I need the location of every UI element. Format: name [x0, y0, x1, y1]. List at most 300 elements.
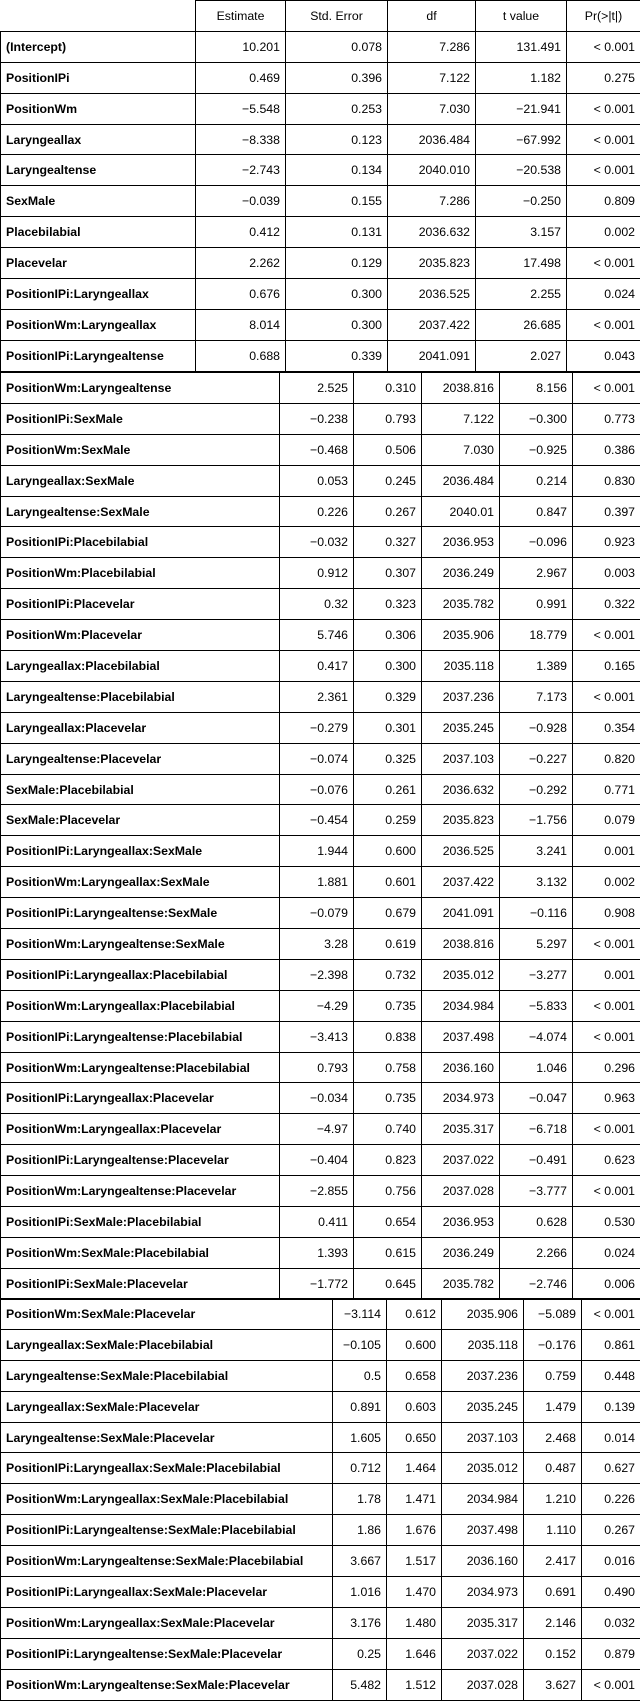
df-cell: 2036.484: [422, 465, 500, 496]
term-cell: PositionIPi:Laryngealtense:SexMale: [1, 898, 280, 929]
df-cell: 2036.525: [388, 279, 476, 310]
std-error-cell: 0.823: [354, 1145, 422, 1176]
t-value-cell: −20.538: [476, 155, 567, 186]
std-error-cell: 0.650: [387, 1422, 442, 1453]
p-value-cell: < 0.001: [567, 248, 640, 279]
term-cell: PositionIPi:Laryngeallax:SexMale:Placebilabial: [1, 1453, 333, 1484]
t-value-cell: 1.389: [500, 651, 573, 682]
p-value-cell: 0.820: [573, 743, 640, 774]
term-cell: SexMale:Placevelar: [1, 805, 280, 836]
term-cell: PositionWm:SexMale:Placebilabial: [1, 1237, 280, 1268]
p-value-cell: 0.016: [582, 1546, 640, 1577]
term-cell: (Intercept): [1, 31, 196, 62]
t-value-cell: 3.627: [524, 1669, 582, 1700]
df-cell: 2035.782: [422, 1268, 500, 1299]
table-row: [1, 1607, 640, 1638]
std-error-cell: 0.600: [387, 1329, 442, 1360]
estimate-cell: 3.667: [333, 1546, 387, 1577]
std-error-cell: 1.512: [387, 1669, 442, 1700]
estimate-cell: 0.5: [333, 1360, 387, 1391]
p-value-cell: < 0.001: [567, 155, 640, 186]
header-p-value: Pr(>|t|): [567, 1, 640, 32]
std-error-cell: 0.327: [354, 527, 422, 558]
term-cell: PositionIPi:SexMale:Placebilabial: [1, 1207, 280, 1238]
t-value-cell: 1.210: [524, 1484, 582, 1515]
p-value-cell: < 0.001: [573, 1176, 640, 1207]
p-value-cell: 0.386: [573, 434, 640, 465]
table-row: [1, 279, 640, 310]
table-row: [1, 1237, 640, 1268]
p-value-cell: 0.043: [567, 340, 640, 371]
df-cell: 2038.816: [422, 373, 500, 404]
term-cell: PositionIPi:Laryngealtense:SexMale:Placevelar: [1, 1638, 333, 1669]
df-cell: 2036.632: [422, 774, 500, 805]
term-cell: Laryngeallax: [1, 124, 196, 155]
term-cell: Laryngealtense:SexMale:Placebilabial: [1, 1360, 333, 1391]
table-row: [1, 1577, 640, 1608]
p-value-cell: 0.627: [582, 1453, 640, 1484]
df-cell: 2036.249: [422, 558, 500, 589]
estimate-cell: −3.413: [280, 1021, 354, 1052]
t-value-cell: 1.182: [476, 62, 567, 93]
estimate-cell: −2.743: [196, 155, 286, 186]
df-cell: 7.030: [422, 434, 500, 465]
table-row: [1, 712, 640, 743]
t-value-cell: −21.941: [476, 93, 567, 124]
estimate-cell: −0.079: [280, 898, 354, 929]
p-value-cell: 0.002: [567, 217, 640, 248]
term-cell: PositionWm:Laryngealtense: [1, 373, 280, 404]
table-row: [1, 1176, 640, 1207]
df-cell: 2041.091: [388, 340, 476, 371]
table-row: [1, 1484, 640, 1515]
term-cell: PositionWm:Laryngealtense:Placevelar: [1, 1176, 280, 1207]
p-value-cell: 0.275: [567, 62, 640, 93]
t-value-cell: −0.925: [500, 434, 573, 465]
table-row: [1, 1638, 640, 1669]
df-cell: 2035.012: [442, 1453, 524, 1484]
table-row: [1, 681, 640, 712]
t-value-cell: −1.756: [500, 805, 573, 836]
p-value-cell: < 0.001: [567, 31, 640, 62]
std-error-cell: 0.329: [354, 681, 422, 712]
p-value-cell: 0.024: [573, 1237, 640, 1268]
std-error-cell: 0.245: [354, 465, 422, 496]
term-cell: Laryngealtense:Placevelar: [1, 743, 280, 774]
header-t-value: t value: [476, 1, 567, 32]
std-error-cell: 0.679: [354, 898, 422, 929]
estimate-cell: 0.32: [280, 589, 354, 620]
df-cell: 2037.236: [422, 681, 500, 712]
p-value-cell: < 0.001: [573, 990, 640, 1021]
estimate-cell: 0.053: [280, 465, 354, 496]
t-value-cell: 0.214: [500, 465, 573, 496]
estimate-cell: 0.469: [196, 62, 286, 93]
df-cell: 2037.028: [442, 1669, 524, 1700]
table-row: [1, 1360, 640, 1391]
estimate-cell: 1.78: [333, 1484, 387, 1515]
df-cell: 2034.973: [442, 1577, 524, 1608]
p-value-cell: 0.397: [573, 496, 640, 527]
p-value-cell: 0.001: [573, 959, 640, 990]
table-row: [1, 1515, 640, 1546]
table-row: [1, 62, 640, 93]
term-cell: Laryngeallax:SexMale: [1, 465, 280, 496]
term-cell: PositionIPi:Laryngeallax: [1, 279, 196, 310]
estimate-cell: 1.393: [280, 1237, 354, 1268]
estimate-cell: 8.014: [196, 309, 286, 340]
t-value-cell: 8.156: [500, 373, 573, 404]
table-row: [1, 31, 640, 62]
t-value-cell: −5.833: [500, 990, 573, 1021]
table-row: [1, 620, 640, 651]
term-cell: PositionWm: [1, 93, 196, 124]
std-error-cell: 0.267: [354, 496, 422, 527]
table-row: [1, 248, 640, 279]
std-error-cell: 0.155: [286, 186, 388, 217]
p-value-cell: 0.267: [582, 1515, 640, 1546]
term-cell: PositionWm:Laryngeallax: [1, 309, 196, 340]
df-cell: 2035.823: [388, 248, 476, 279]
t-value-cell: −6.718: [500, 1114, 573, 1145]
estimate-cell: 0.793: [280, 1052, 354, 1083]
term-cell: Placebilabial: [1, 217, 196, 248]
table-row: [1, 93, 640, 124]
std-error-cell: 0.323: [354, 589, 422, 620]
term-cell: Laryngeallax:Placevelar: [1, 712, 280, 743]
p-value-cell: < 0.001: [573, 929, 640, 960]
t-value-cell: −5.089: [524, 1299, 582, 1330]
t-value-cell: 0.691: [524, 1577, 582, 1608]
t-value-cell: −0.176: [524, 1329, 582, 1360]
estimate-cell: −5.548: [196, 93, 286, 124]
std-error-cell: 0.658: [387, 1360, 442, 1391]
estimate-cell: 2.361: [280, 681, 354, 712]
estimate-cell: 0.417: [280, 651, 354, 682]
t-value-cell: −4.074: [500, 1021, 573, 1052]
std-error-cell: 0.615: [354, 1237, 422, 1268]
estimate-cell: −0.404: [280, 1145, 354, 1176]
df-cell: 2036.953: [422, 1207, 500, 1238]
std-error-cell: 0.261: [354, 774, 422, 805]
term-cell: PositionIPi:Laryngeallax:Placevelar: [1, 1083, 280, 1114]
df-cell: 2035.118: [442, 1329, 524, 1360]
t-value-cell: −0.047: [500, 1083, 573, 1114]
std-error-cell: 0.838: [354, 1021, 422, 1052]
term-cell: PositionIPi:Laryngealtense:Placebilabial: [1, 1021, 280, 1052]
std-error-cell: 0.735: [354, 1083, 422, 1114]
p-value-cell: 0.490: [582, 1577, 640, 1608]
t-value-cell: −3.277: [500, 959, 573, 990]
std-error-cell: 0.339: [286, 340, 388, 371]
table-row: [1, 1021, 640, 1052]
term-cell: PositionWm:Laryngealtense:SexMale:Placebilabial: [1, 1546, 333, 1577]
p-value-cell: 0.322: [573, 589, 640, 620]
t-value-cell: −0.096: [500, 527, 573, 558]
t-value-cell: 0.847: [500, 496, 573, 527]
p-value-cell: < 0.001: [573, 1021, 640, 1052]
term-cell: Laryngealtense:SexMale: [1, 496, 280, 527]
df-cell: 2036.160: [442, 1546, 524, 1577]
term-cell: PositionIPi:Laryngealtense:Placevelar: [1, 1145, 280, 1176]
std-error-cell: 0.735: [354, 990, 422, 1021]
df-cell: 2036.632: [388, 217, 476, 248]
t-value-cell: 2.255: [476, 279, 567, 310]
std-error-cell: 0.253: [286, 93, 388, 124]
p-value-cell: < 0.001: [567, 124, 640, 155]
p-value-cell: 0.809: [567, 186, 640, 217]
std-error-cell: 0.740: [354, 1114, 422, 1145]
t-value-cell: 1.479: [524, 1391, 582, 1422]
p-value-cell: < 0.001: [573, 620, 640, 651]
estimate-cell: 1.881: [280, 867, 354, 898]
df-cell: 2037.022: [422, 1145, 500, 1176]
df-cell: 7.286: [388, 186, 476, 217]
table-row: [1, 1329, 640, 1360]
t-value-cell: 3.132: [500, 867, 573, 898]
t-value-cell: 0.628: [500, 1207, 573, 1238]
table-row: [1, 1052, 640, 1083]
header-std-error: Std. Error: [286, 1, 388, 32]
df-cell: 2037.236: [442, 1360, 524, 1391]
std-error-cell: 0.619: [354, 929, 422, 960]
df-cell: 2035.317: [442, 1607, 524, 1638]
term-cell: PositionWm:Placevelar: [1, 620, 280, 651]
header-df: df: [388, 1, 476, 32]
df-cell: 2035.012: [422, 959, 500, 990]
t-value-cell: 2.967: [500, 558, 573, 589]
t-value-cell: 3.157: [476, 217, 567, 248]
std-error-cell: 1.471: [387, 1484, 442, 1515]
t-value-cell: 7.173: [500, 681, 573, 712]
term-cell: PositionIPi:Placebilabial: [1, 527, 280, 558]
estimate-cell: 0.712: [333, 1453, 387, 1484]
df-cell: 7.030: [388, 93, 476, 124]
estimate-cell: 0.411: [280, 1207, 354, 1238]
table-row: [1, 124, 640, 155]
term-cell: Laryngeallax:Placebilabial: [1, 651, 280, 682]
t-value-cell: 0.991: [500, 589, 573, 620]
p-value-cell: < 0.001: [573, 373, 640, 404]
estimate-cell: 10.201: [196, 31, 286, 62]
p-value-cell: 0.623: [573, 1145, 640, 1176]
estimate-cell: 5.746: [280, 620, 354, 651]
std-error-cell: 0.259: [354, 805, 422, 836]
term-cell: SexMale: [1, 186, 196, 217]
table-row: [1, 217, 640, 248]
term-cell: PositionWm:Laryngeallax:SexMale:Placevelar: [1, 1607, 333, 1638]
term-cell: Laryngeallax:SexMale:Placevelar: [1, 1391, 333, 1422]
std-error-cell: 0.654: [354, 1207, 422, 1238]
std-error-cell: 0.129: [286, 248, 388, 279]
table-row: [1, 1669, 640, 1700]
p-value-cell: 0.024: [567, 279, 640, 310]
std-error-cell: 1.480: [387, 1607, 442, 1638]
p-value-cell: 0.963: [573, 1083, 640, 1114]
estimate-cell: 3.176: [333, 1607, 387, 1638]
p-value-cell: < 0.001: [567, 93, 640, 124]
estimate-cell: 0.412: [196, 217, 286, 248]
t-value-cell: 0.152: [524, 1638, 582, 1669]
t-value-cell: 17.498: [476, 248, 567, 279]
p-value-cell: 0.861: [582, 1329, 640, 1360]
estimate-cell: −1.772: [280, 1268, 354, 1299]
term-cell: Laryngealtense: [1, 155, 196, 186]
estimate-cell: −2.398: [280, 959, 354, 990]
table-row: [1, 1083, 640, 1114]
table-row: [1, 836, 640, 867]
table-row: [1, 1145, 640, 1176]
p-value-cell: < 0.001: [567, 309, 640, 340]
term-cell: Laryngealtense:SexMale:Placevelar: [1, 1422, 333, 1453]
term-cell: PositionWm:SexMale:Placevelar: [1, 1299, 333, 1330]
p-value-cell: 0.001: [573, 836, 640, 867]
estimate-cell: 0.676: [196, 279, 286, 310]
df-cell: 2037.103: [422, 743, 500, 774]
p-value-cell: 0.530: [573, 1207, 640, 1238]
term-cell: PositionWm:Laryngeallax:SexMale:Placebilabial: [1, 1484, 333, 1515]
std-error-cell: 0.123: [286, 124, 388, 155]
table-row: [1, 1422, 640, 1453]
std-error-cell: 0.310: [354, 373, 422, 404]
df-cell: 2035.906: [442, 1299, 524, 1330]
term-cell: PositionIPi:Laryngealtense:SexMale:Placebilabial: [1, 1515, 333, 1546]
std-error-cell: 0.758: [354, 1052, 422, 1083]
term-cell: PositionIPi:Laryngeallax:SexMale: [1, 836, 280, 867]
std-error-cell: 0.396: [286, 62, 388, 93]
p-value-cell: 0.830: [573, 465, 640, 496]
term-cell: PositionWm:Laryngealtense:Placebilabial: [1, 1052, 280, 1083]
table-row: [1, 340, 640, 371]
t-value-cell: 1.110: [524, 1515, 582, 1546]
table-row: [1, 898, 640, 929]
table-row: [1, 309, 640, 340]
term-cell: Laryngealtense:Placebilabial: [1, 681, 280, 712]
table-row: [1, 651, 640, 682]
t-value-cell: −0.227: [500, 743, 573, 774]
header-row: [1, 1, 640, 32]
std-error-cell: 0.603: [387, 1391, 442, 1422]
term-cell: PositionIPi: [1, 62, 196, 93]
estimate-cell: −2.855: [280, 1176, 354, 1207]
df-cell: 2035.245: [442, 1391, 524, 1422]
df-cell: 2036.484: [388, 124, 476, 155]
df-cell: 2035.245: [422, 712, 500, 743]
t-value-cell: −0.292: [500, 774, 573, 805]
p-value-cell: 0.879: [582, 1638, 640, 1669]
table-row: [1, 373, 640, 404]
df-cell: 2038.816: [422, 929, 500, 960]
df-cell: 7.122: [388, 62, 476, 93]
estimate-cell: −0.468: [280, 434, 354, 465]
std-error-cell: 0.732: [354, 959, 422, 990]
std-error-cell: 1.517: [387, 1546, 442, 1577]
table-row: [1, 527, 640, 558]
p-value-cell: 0.014: [582, 1422, 640, 1453]
estimate-cell: 2.525: [280, 373, 354, 404]
t-value-cell: 2.027: [476, 340, 567, 371]
std-error-cell: 1.646: [387, 1638, 442, 1669]
df-cell: 2034.984: [442, 1484, 524, 1515]
estimate-cell: 0.226: [280, 496, 354, 527]
p-value-cell: 0.032: [582, 1607, 640, 1638]
std-error-cell: 1.676: [387, 1515, 442, 1546]
p-value-cell: 0.079: [573, 805, 640, 836]
term-cell: Laryngeallax:SexMale:Placebilabial: [1, 1329, 333, 1360]
t-value-cell: 3.241: [500, 836, 573, 867]
std-error-cell: 0.793: [354, 403, 422, 434]
table-row: [1, 1299, 640, 1330]
std-error-cell: 1.470: [387, 1577, 442, 1608]
p-value-cell: 0.448: [582, 1360, 640, 1391]
df-cell: 2037.422: [388, 309, 476, 340]
std-error-cell: 0.756: [354, 1176, 422, 1207]
t-value-cell: 131.491: [476, 31, 567, 62]
table-row: [1, 589, 640, 620]
std-error-cell: 0.307: [354, 558, 422, 589]
estimate-cell: 1.944: [280, 836, 354, 867]
table-row: [1, 465, 640, 496]
df-cell: 2035.906: [422, 620, 500, 651]
estimate-cell: −0.105: [333, 1329, 387, 1360]
df-cell: 2035.317: [422, 1114, 500, 1145]
df-cell: 2040.01: [422, 496, 500, 527]
header-corner-cell: [1, 1, 196, 32]
estimate-cell: −4.29: [280, 990, 354, 1021]
estimate-cell: −8.338: [196, 124, 286, 155]
estimate-cell: 0.891: [333, 1391, 387, 1422]
table-row: [1, 186, 640, 217]
term-cell: PositionWm:Laryngeallax:Placevelar: [1, 1114, 280, 1145]
table-row: [1, 929, 640, 960]
t-value-cell: 1.046: [500, 1052, 573, 1083]
df-cell: 7.122: [422, 403, 500, 434]
term-cell: PositionWm:SexMale: [1, 434, 280, 465]
estimate-cell: −0.279: [280, 712, 354, 743]
estimate-cell: 1.016: [333, 1577, 387, 1608]
p-value-cell: 0.773: [573, 403, 640, 434]
p-value-cell: < 0.001: [582, 1299, 640, 1330]
table-row: [1, 990, 640, 1021]
estimate-cell: 2.262: [196, 248, 286, 279]
df-cell: 2034.973: [422, 1083, 500, 1114]
t-value-cell: −0.491: [500, 1145, 573, 1176]
term-cell: PositionIPi:SexMale:Placevelar: [1, 1268, 280, 1299]
t-value-cell: 2.146: [524, 1607, 582, 1638]
term-cell: PositionIPi:Placevelar: [1, 589, 280, 620]
term-cell: SexMale:Placebilabial: [1, 774, 280, 805]
estimate-cell: 1.86: [333, 1515, 387, 1546]
df-cell: 2040.010: [388, 155, 476, 186]
p-value-cell: 0.771: [573, 774, 640, 805]
estimate-cell: 3.28: [280, 929, 354, 960]
estimate-cell: 0.25: [333, 1638, 387, 1669]
p-value-cell: 0.226: [582, 1484, 640, 1515]
std-error-cell: 0.300: [286, 279, 388, 310]
t-value-cell: −2.746: [500, 1268, 573, 1299]
p-value-cell: 0.139: [582, 1391, 640, 1422]
term-cell: PositionIPi:Laryngealtense: [1, 340, 196, 371]
table-row: [1, 496, 640, 527]
term-cell: PositionWm:Placebilabial: [1, 558, 280, 589]
estimate-cell: −0.074: [280, 743, 354, 774]
t-value-cell: 18.779: [500, 620, 573, 651]
t-value-cell: −0.250: [476, 186, 567, 217]
p-value-cell: < 0.001: [573, 681, 640, 712]
table-row: [1, 1546, 640, 1577]
t-value-cell: 0.487: [524, 1453, 582, 1484]
df-cell: 2036.525: [422, 836, 500, 867]
